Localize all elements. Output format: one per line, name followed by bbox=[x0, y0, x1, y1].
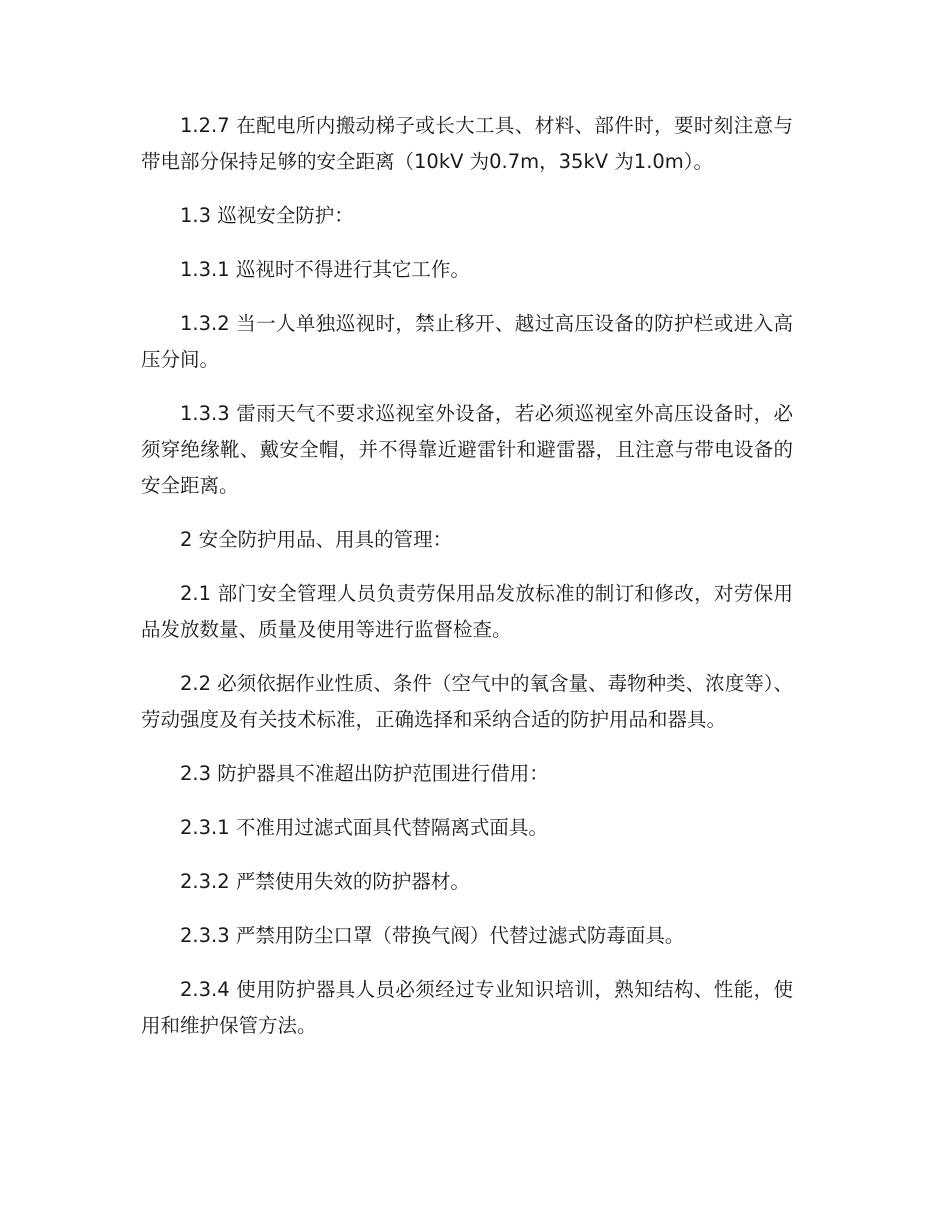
paragraph-1-3-2: 1.3.2 当一人单独巡视时，禁止移开、越过高压设备的防护栏或进入高压分间。 bbox=[141, 312, 793, 371]
heading-2: 2 安全防护用品、用具的管理： bbox=[180, 528, 453, 551]
document-body bbox=[141, 108, 793, 1062]
heading-1-3: 1.3 巡视安全防护： bbox=[180, 204, 354, 227]
paragraph-1-3-3: 1.3.3 雷雨天气不要求巡视室外设备，若必须巡视室外高压设备时，必须穿绝缘靴、戴安全帽，并不得靠近避雷针和避雷器，且注意与带电设备的安全距离。 bbox=[141, 402, 793, 497]
paragraph-2-3-3: 2.3.3 严禁用防尘口罩（带换气阀）代替过滤式防毒面具。 bbox=[180, 924, 685, 947]
paragraph-1-3-1: 1.3.1 巡视时不得进行其它工作。 bbox=[180, 258, 470, 281]
paragraph-2-2: 2.2 必须依据作业性质、条件（空气中的氧含量、毒物种类、浓度等）、劳动强度及有关技术标准，正确选择和采纳合适的防护用品和器具。 bbox=[141, 672, 793, 731]
paragraph-1-2-7: 1.2.7 在配电所内搬动梯子或长大工具、材料、部件时，要时刻注意与带电部分保持足够的安全距离（10kV 为0.7m，35kV 为1.0m）。 bbox=[141, 114, 793, 173]
paragraph-2-3-2: 2.3.2 严禁使用失效的防护器材。 bbox=[180, 870, 470, 893]
paragraph-2-3-4: 2.3.4 使用防护器具人员必须经过专业知识培训，熟知结构、性能，使用和维护保管方法。 bbox=[141, 978, 793, 1037]
heading-2-3: 2.3 防护器具不准超出防护范围进行借用： bbox=[180, 762, 549, 785]
paragraph-2-3-1: 2.3.1 不准用过滤式面具代替隔离式面具。 bbox=[180, 816, 548, 839]
paragraph-2-1: 2.1 部门安全管理人员负责劳保用品发放标准的制订和修改，对劳保用品发放数量、质量及使用等进行监督检查。 bbox=[141, 582, 793, 641]
